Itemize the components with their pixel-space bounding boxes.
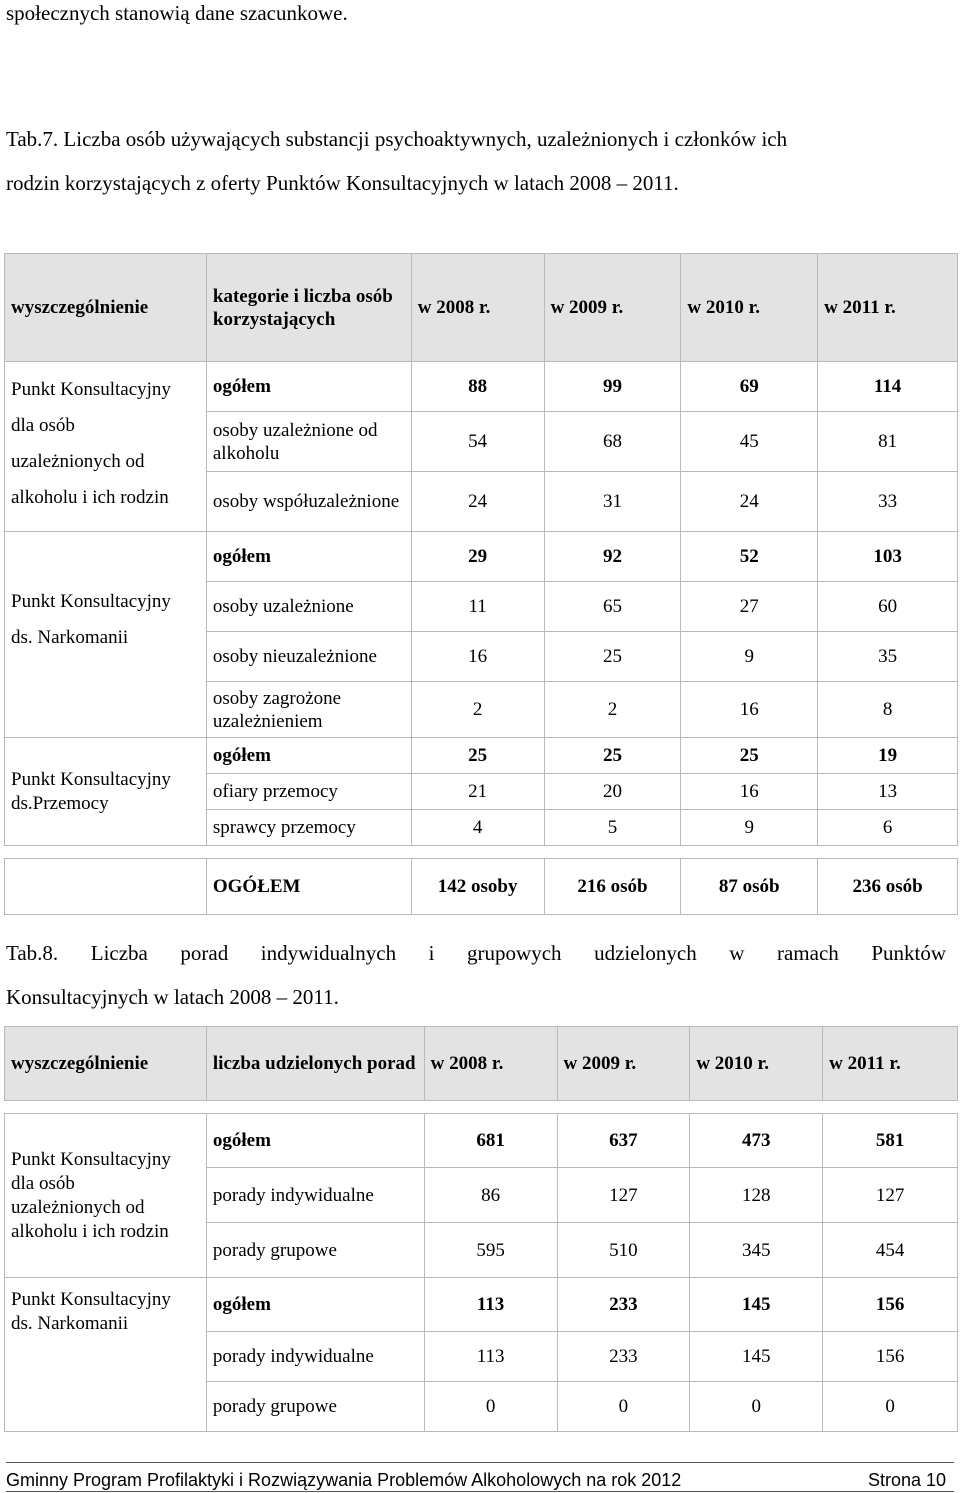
cell-value: 99 [544,362,681,412]
cell-value: 473 [690,1114,823,1168]
row-name: ogółem [206,1114,424,1168]
cell-value: 8 [818,682,958,738]
cell-value: 581 [823,1114,958,1168]
row-name: porady grupowe [206,1223,424,1278]
cell-value: 68 [544,412,681,472]
cell-value: 145 [690,1332,823,1382]
total-label: OGÓŁEM [206,859,411,915]
column-header: w 2011 r. [818,254,958,362]
column-header: w 2011 r. [823,1027,958,1101]
cell-value: 454 [823,1223,958,1278]
page-number: Strona 10 [867,1470,946,1490]
cell-value: 87 osób [681,859,818,915]
row-name: ogółem [206,738,411,774]
tab8-table [4,1026,958,1432]
footer-bottom-divider [6,1491,954,1492]
cell-value: 103 [818,532,958,582]
table-total-row [5,859,958,915]
cell-value: 0 [557,1382,690,1432]
table-row [5,1114,958,1168]
column-header: kategorie i liczba osób korzystających [206,254,411,362]
row-name: osoby zagrożone uzależnieniem [206,682,411,738]
row-name: ofiary przemocy [206,774,411,810]
footer-divider [6,1462,954,1463]
column-header: w 2009 r. [544,254,681,362]
column-header: w 2008 r. [411,254,544,362]
cell-value: 31 [544,472,681,532]
cell-value: 156 [823,1278,958,1332]
cell-value: 60 [818,582,958,632]
column-header: wyszczególnienie [5,1027,207,1101]
column-header: w 2008 r. [424,1027,557,1101]
cell-value: 4 [411,810,544,846]
group-label: Punkt Konsultacyjny ds.Przemocy [5,738,207,846]
cell-value: 16 [411,632,544,682]
cell-value: 54 [411,412,544,472]
cell-value: 0 [823,1382,958,1432]
cell-value: 45 [681,412,818,472]
row-name: ogółem [206,532,411,582]
group-label: Punkt Konsultacyjny dla osób uzależnionych od alkoholu i ich rodzin [5,1114,207,1278]
cell-value: 128 [690,1168,823,1223]
cell-value: 233 [557,1278,690,1332]
cell-value: 25 [411,738,544,774]
table-header-row [5,1027,958,1101]
cell-value: 9 [681,810,818,846]
row-name: osoby nieuzależnione [206,632,411,682]
group-label: Punkt Konsultacyjny ds. Narkomanii [5,532,207,738]
footer-title: Gminny Program Profilaktyki i Rozwiązywania Problemów Alkoholowych na rok 2012 [6,1470,682,1490]
cell-value: 25 [544,632,681,682]
cell-value: 6 [818,810,958,846]
tab7-caption: Tab.7. Liczba osób używających substancji psychoaktywnych, uzależnionych i członków ich [6,127,788,151]
page-footer [6,1470,946,1491]
cell-value: 20 [544,774,681,810]
intro-tail-text: społecznych stanowią dane szacunkowe. [6,1,348,25]
cell-value: 233 [557,1332,690,1382]
cell-value: 24 [411,472,544,532]
cell-value: 2 [411,682,544,738]
tab8-caption-cont: Konsultacyjnych w latach 2008 – 2011. [6,985,339,1009]
row-name: sprawcy przemocy [206,810,411,846]
tab7-caption-cont: rodzin korzystających z oferty Punktów Konsultacyjnych w latach 2008 – 2011. [6,171,679,195]
column-header: w 2010 r. [681,254,818,362]
cell-value: 236 osób [818,859,958,915]
table-row [5,362,958,412]
cell-value: 145 [690,1278,823,1332]
tab7-table [4,253,958,915]
cell-value: 25 [544,738,681,774]
cell-value: 0 [690,1382,823,1432]
column-header: liczba udzielonych porad [206,1027,424,1101]
cell-value: 114 [818,362,958,412]
group-label: Punkt Konsultacyjny dla osób uzależnionych od alkoholu i ich rodzin [5,362,207,532]
cell-value: 345 [690,1223,823,1278]
cell-value: 510 [557,1223,690,1278]
column-header: wyszczególnienie [5,254,207,362]
cell-value: 33 [818,472,958,532]
cell-value: 21 [411,774,544,810]
cell-value: 88 [411,362,544,412]
cell-value: 86 [424,1168,557,1223]
row-name: porady indywidualne [206,1168,424,1223]
cell-value: 81 [818,412,958,472]
cell-value: 16 [681,682,818,738]
cell-value: 19 [818,738,958,774]
cell-value: 637 [557,1114,690,1168]
cell-value: 2 [544,682,681,738]
table-row [5,532,958,582]
cell-value: 27 [681,582,818,632]
row-name: porady indywidualne [206,1332,424,1382]
cell-value: 9 [681,632,818,682]
row-name: porady grupowe [206,1382,424,1432]
table-header-row [5,254,958,362]
cell-value: 35 [818,632,958,682]
cell-value: 16 [681,774,818,810]
cell-value: 25 [681,738,818,774]
cell-value: 595 [424,1223,557,1278]
row-name: osoby uzależnione od alkoholu [206,412,411,472]
table-row [5,1278,958,1332]
cell-value: 24 [681,472,818,532]
cell-value: 13 [818,774,958,810]
row-name: ogółem [206,1278,424,1332]
cell-value: 216 osób [544,859,681,915]
tab8-caption: Tab.8. Liczba porad indywidualnych i grupowych udzielonych w ramach Punktów [6,941,946,965]
cell-value: 113 [424,1278,557,1332]
row-name: osoby uzależnione [206,582,411,632]
cell-value: 681 [424,1114,557,1168]
cell-value: 29 [411,532,544,582]
cell-value: 127 [823,1168,958,1223]
cell-value: 0 [424,1382,557,1432]
cell-value: 69 [681,362,818,412]
cell-value: 142 osoby [411,859,544,915]
cell-value: 11 [411,582,544,632]
cell-value: 5 [544,810,681,846]
cell-value: 113 [424,1332,557,1382]
group-label: Punkt Konsultacyjny ds. Narkomanii [5,1278,207,1432]
cell-value: 52 [681,532,818,582]
cell-value: 156 [823,1332,958,1382]
cell-value: 65 [544,582,681,632]
column-header: w 2010 r. [690,1027,823,1101]
table-row [5,738,958,774]
cell-value: 92 [544,532,681,582]
row-name: ogółem [206,362,411,412]
column-header: w 2009 r. [557,1027,690,1101]
row-name: osoby współuzależnione [206,472,411,532]
cell-value: 127 [557,1168,690,1223]
